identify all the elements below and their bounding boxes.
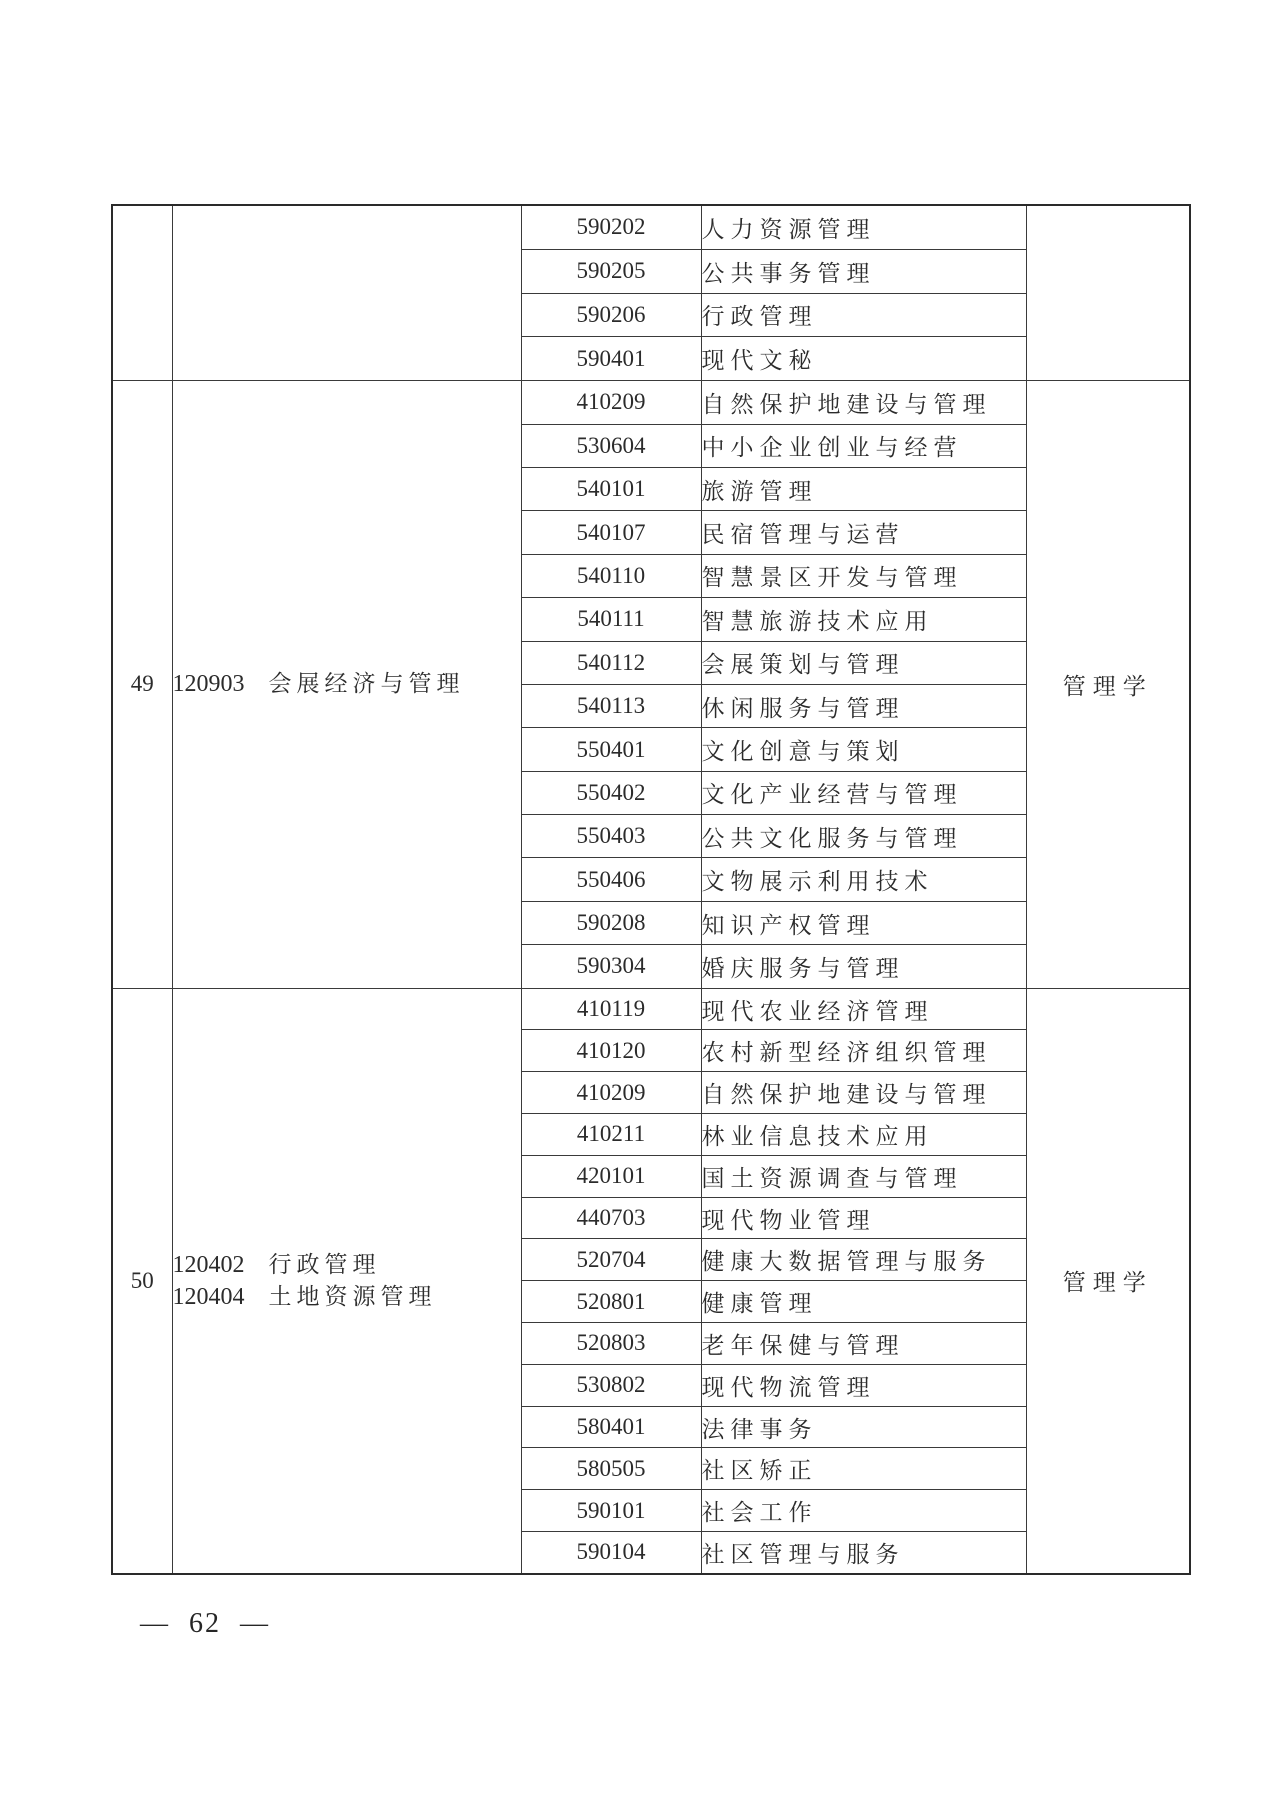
vocational-major-code: 590101 [521, 1490, 701, 1532]
vocational-major-name: 休闲服务与管理 [701, 684, 1026, 727]
vocational-major-code: 550401 [521, 728, 701, 771]
table-row [112, 205, 1190, 249]
undergraduate-major-code: 120903 [172, 671, 245, 698]
vocational-major-code: 590401 [521, 337, 701, 381]
vocational-major-name: 公共文化服务与管理 [701, 815, 1026, 858]
vocational-major-name: 智慧旅游技术应用 [701, 598, 1026, 641]
undergraduate-major-name: 土地资源管理 [268, 1283, 437, 1309]
undergraduate-major-line [173, 668, 521, 700]
vocational-major-name: 老年保健与管理 [701, 1323, 1026, 1365]
vocational-major-code: 410120 [521, 1030, 701, 1072]
discipline-category: 管理学 [1026, 988, 1190, 1574]
discipline-category: 管理学 [1026, 381, 1190, 988]
vocational-major-name: 民宿管理与运营 [701, 511, 1026, 554]
vocational-major-code: 540101 [521, 467, 701, 510]
group-seq-number: 49 [112, 381, 172, 988]
vocational-major-name: 健康大数据管理与服务 [701, 1239, 1026, 1281]
vocational-major-code: 440703 [521, 1197, 701, 1239]
vocational-major-code: 520803 [521, 1323, 701, 1365]
vocational-major-name: 社区管理与服务 [701, 1532, 1026, 1574]
vocational-major-name: 法律事务 [701, 1406, 1026, 1448]
undergraduate-major-name: 行政管理 [268, 1251, 381, 1277]
vocational-major-code: 420101 [521, 1155, 701, 1197]
discipline-category [1026, 205, 1190, 381]
vocational-major-code: 410119 [521, 988, 701, 1030]
vocational-major-name: 中小企业创业与经营 [701, 424, 1026, 467]
vocational-major-code: 590202 [521, 205, 701, 249]
undergraduate-major-cell [172, 988, 521, 1574]
vocational-major-name: 知识产权管理 [701, 901, 1026, 944]
vocational-major-name: 会展策划与管理 [701, 641, 1026, 684]
vocational-major-code: 530802 [521, 1364, 701, 1406]
vocational-major-name: 林业信息技术应用 [701, 1114, 1026, 1156]
vocational-major-code: 550403 [521, 815, 701, 858]
vocational-major-name: 自然保护地建设与管理 [701, 381, 1026, 424]
undergraduate-major-cell [172, 205, 521, 381]
vocational-major-code: 590104 [521, 1532, 701, 1574]
vocational-major-name: 社区矫正 [701, 1448, 1026, 1490]
vocational-major-name: 现代文秘 [701, 337, 1026, 381]
vocational-major-name: 自然保护地建设与管理 [701, 1072, 1026, 1114]
undergraduate-major-code: 120402 [172, 1251, 245, 1278]
vocational-major-name: 行政管理 [701, 293, 1026, 337]
undergraduate-major-line [173, 1249, 521, 1281]
vocational-major-code: 540107 [521, 511, 701, 554]
undergraduate-major-cell [172, 381, 521, 988]
vocational-major-code: 520704 [521, 1239, 701, 1281]
table-row [112, 381, 1190, 424]
table-row [112, 988, 1190, 1030]
vocational-major-code: 520801 [521, 1281, 701, 1323]
vocational-major-code: 580401 [521, 1406, 701, 1448]
vocational-major-name: 智慧景区开发与管理 [701, 554, 1026, 597]
majors-table-body [112, 205, 1190, 1574]
vocational-major-code: 410211 [521, 1114, 701, 1156]
vocational-major-code: 590304 [521, 945, 701, 988]
vocational-major-name: 社会工作 [701, 1490, 1026, 1532]
vocational-major-code: 550406 [521, 858, 701, 901]
vocational-major-name: 现代农业经济管理 [701, 988, 1026, 1030]
vocational-major-name: 文物展示利用技术 [701, 858, 1026, 901]
group-seq-number [112, 205, 172, 381]
vocational-major-name: 农村新型经济组织管理 [701, 1030, 1026, 1072]
undergraduate-major-line [173, 1281, 521, 1313]
vocational-major-code: 540111 [521, 598, 701, 641]
majors-table [111, 204, 1191, 1575]
vocational-major-code: 580505 [521, 1448, 701, 1490]
footer-page-number: — 62 — [140, 1608, 270, 1639]
vocational-major-code: 540113 [521, 684, 701, 727]
vocational-major-code: 550402 [521, 771, 701, 814]
vocational-major-name: 旅游管理 [701, 467, 1026, 510]
group-seq-number: 50 [112, 988, 172, 1574]
vocational-major-code: 590208 [521, 901, 701, 944]
vocational-major-code: 540110 [521, 554, 701, 597]
vocational-major-code: 590206 [521, 293, 701, 337]
vocational-major-code: 590205 [521, 249, 701, 293]
vocational-major-name: 公共事务管理 [701, 249, 1026, 293]
vocational-major-name: 文化创意与策划 [701, 728, 1026, 771]
vocational-major-code: 530604 [521, 424, 701, 467]
vocational-major-name: 健康管理 [701, 1281, 1026, 1323]
vocational-major-name: 文化产业经营与管理 [701, 771, 1026, 814]
vocational-major-name: 现代物业管理 [701, 1197, 1026, 1239]
vocational-major-name: 人力资源管理 [701, 205, 1026, 249]
vocational-major-name: 国土资源调查与管理 [701, 1155, 1026, 1197]
vocational-major-name: 现代物流管理 [701, 1364, 1026, 1406]
undergraduate-major-code: 120404 [172, 1283, 245, 1310]
vocational-major-name: 婚庆服务与管理 [701, 945, 1026, 988]
undergraduate-major-name: 会展经济与管理 [268, 671, 465, 697]
vocational-major-code: 410209 [521, 1072, 701, 1114]
vocational-major-code: 410209 [521, 381, 701, 424]
vocational-major-code: 540112 [521, 641, 701, 684]
